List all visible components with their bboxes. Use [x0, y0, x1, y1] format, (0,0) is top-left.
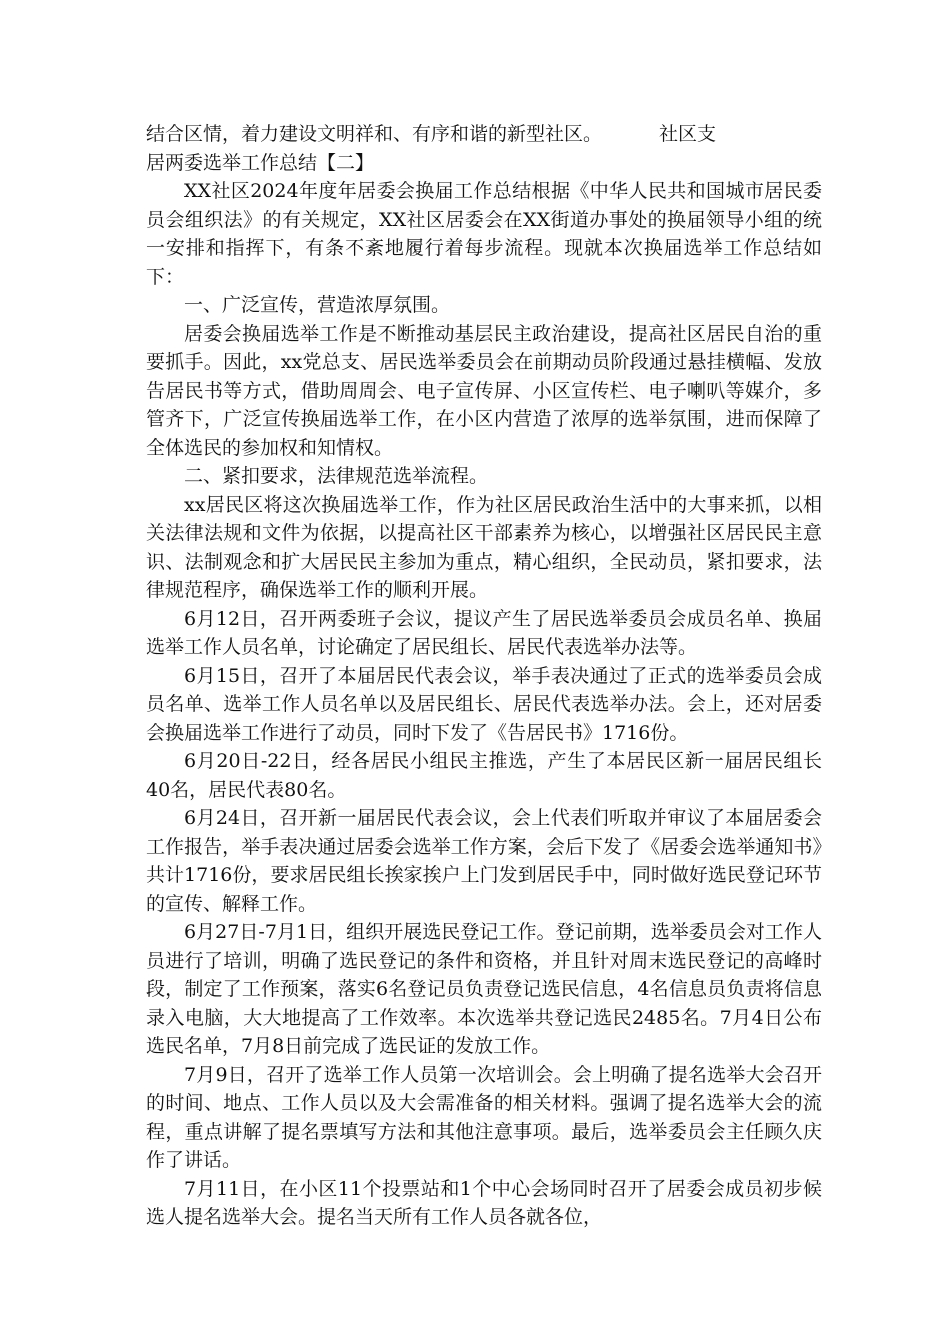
- paragraph-intro: XX社区2024年度年居委会换届工作总结根据《中华人民共和国城市居民委员会组织法》的有关规定，XX社区居委会在XX街道办事处的换届领导小组的统一安排和指挥下，有条不紊地履行着每步流程。现就本次换届选举工作总结如下：: [146, 180, 822, 288]
- paragraph-june-27: 6月27日-7月1日，组织开展选民登记工作。登记前期，选举委员会对工作人员进行了培训，明确了选民登记的条件和资格，并且针对周末选民登记的高峰时段，制定了工作预案，落实6名登记员负责登记选民信息，4名信息员负责将信息录入电脑，大大地提高了工作效率。本次选举共登记选民2485名。7月4日公布选民名单，7月8日前完成了选民证的发放工作。: [146, 921, 822, 1057]
- paragraph-june-20: 6月20日-22日，经各居民小组民主推选，产生了本居民区新一届居民组长40名，居民代表80名。: [146, 750, 822, 801]
- heading-line-1: [146, 120, 822, 149]
- paragraph-june-15: 6月15日，召开了本届居民代表会议，举手表决通过了正式的选举委员会成员名单、选举工作人员名单以及居民组长、居民代表选举办法。会上，还对居委会换届选举工作进行了动员，同时下发了《告居民书》1716份。: [146, 664, 822, 744]
- paragraph-heading-1: 一、广泛宣传，营造浓厚氛围。: [184, 294, 451, 316]
- paragraph-heading-2: 二、紧扣要求，法律规范选举流程。: [184, 465, 489, 487]
- document-page: [146, 120, 822, 1232]
- line1-start: 结合区情，着力建设文明祥和、有序和谐的新型社区。: [146, 123, 603, 145]
- paragraph-july-11: 7月11日，在小区11个投票站和1个中心会场同时召开了居委会成员初步候选人提名选举大会。提名当天所有工作人员各就各位，: [146, 1177, 822, 1228]
- paragraph-june-12: 6月12日，召开两委班子会议，提议产生了居民选举委员会成员名单、换届选举工作人员名单，讨论确定了居民组长、居民代表选举办法等。: [146, 607, 822, 658]
- section-title: 居两委选举工作总结【二】: [146, 151, 375, 174]
- paragraph-procedure: xx居民区将这次换届选举工作，作为社区居民政治生活中的大事来抓，以相关法律法规和文件为依据，以提高社区干部素养为核心，以增强社区居民民主意识、法制观念和扩大居民民主参加为重点，精心组织，全民动员，紧扣要求，法律规范程序，确保选举工作的顺利开展。: [146, 493, 822, 601]
- paragraph-publicity: 居委会换届选举工作是不断推动基层民主政治建设，提高社区居民自治的重要抓手。因此，xx党总支、居民选举委员会在前期动员阶段通过悬挂横幅、发放告居民书等方式，借助周周会、电子宣传屏、小区宣传栏、电子喇叭等媒介，多管齐下，广泛宣传换届选举工作，在小区内营造了浓厚的选举氛围，进而保障了全体选民的参加权和知情权。: [146, 322, 822, 459]
- line1-end: 社区支: [659, 123, 717, 145]
- paragraph-june-24: 6月24日，召开新一届居民代表会议，会上代表们听取并审议了本届居委会工作报告，举手表决通过居委会选举工作方案，会后下发了《居委会选举通知书》共计1716份，要求居民组长挨家挨户上门发到居民手中，同时做好选民登记环节的宣传、解释工作。: [146, 807, 822, 915]
- paragraph-july-9: 7月9日，召开了选举工作人员第一次培训会。会上明确了提名选举大会召开的时间、地点、工作人员以及大会需准备的相关材料。强调了提名选举大会的流程，重点讲解了提名票填写方法和其他注意事项。最后，选举委员会主任顾久庆作了讲话。: [146, 1063, 822, 1171]
